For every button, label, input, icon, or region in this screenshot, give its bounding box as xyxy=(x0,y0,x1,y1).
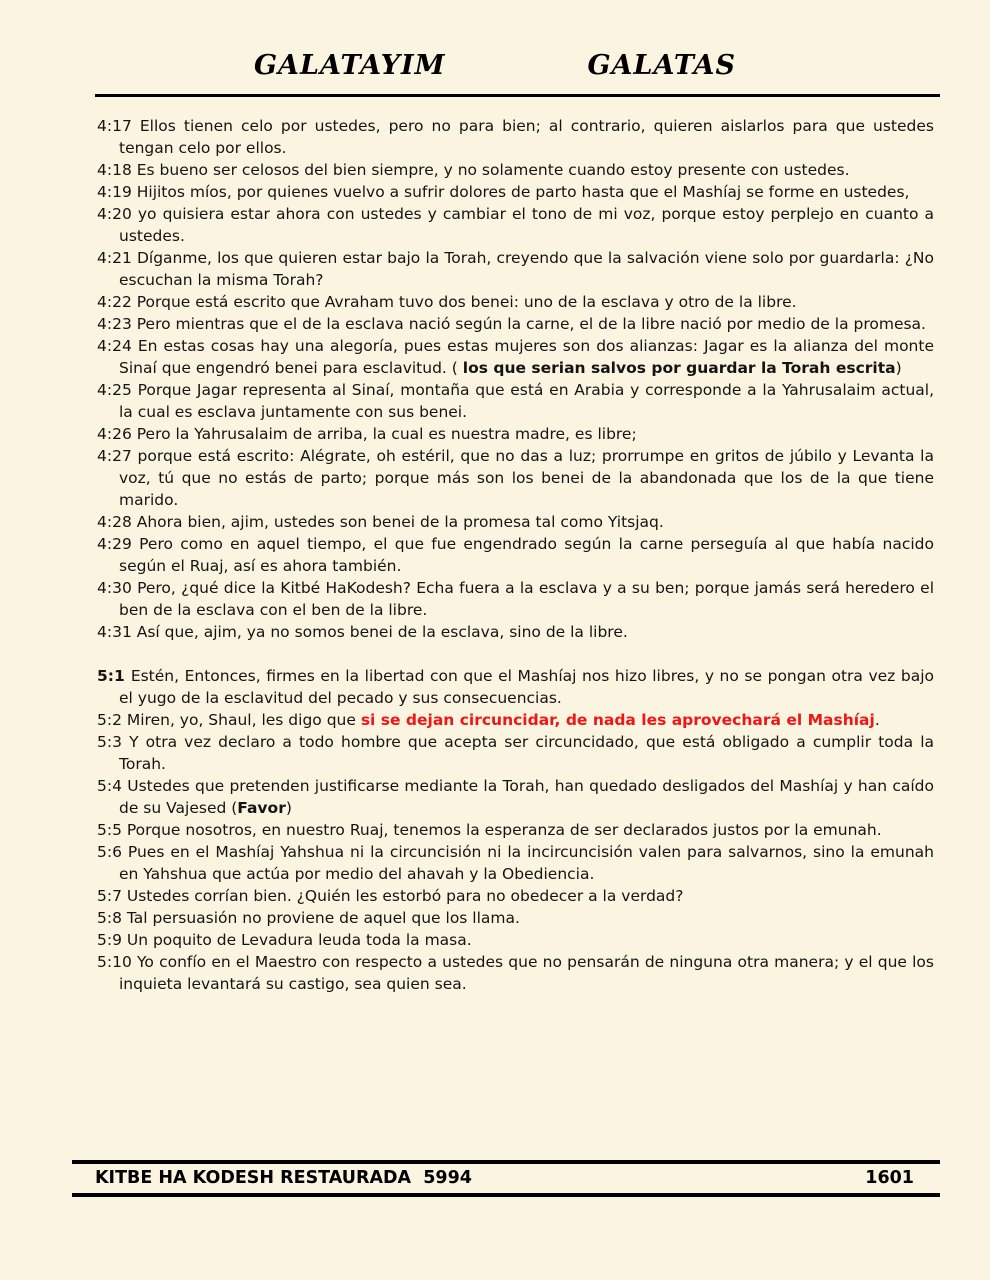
verse-5-3 xyxy=(97,731,934,775)
page-footer xyxy=(72,1160,940,1197)
verse-number: 4:29 xyxy=(97,535,140,553)
verse-4-27 xyxy=(97,445,934,511)
verse-5-5 xyxy=(97,819,934,841)
verse-text-segment: Miren, yo, Shaul, les digo que xyxy=(126,711,361,729)
verse-number: 4:28 xyxy=(97,513,137,531)
verse-5-2 xyxy=(97,709,934,731)
verse-4-31 xyxy=(97,621,934,643)
verse-text-segment: Tal persuasión no proviene de aquel que los llama. xyxy=(126,909,520,927)
footer-book-title: KITBE HA KODESH RESTAURADA 5994 xyxy=(95,1168,472,1188)
verse-number: 5:2 xyxy=(97,711,127,729)
verse-text-segment: los que serian salvos por guardar la Torah escrita xyxy=(462,359,896,377)
verse-text-segment: ) xyxy=(285,799,292,817)
verse-number: 5:9 xyxy=(97,931,127,949)
verse-text-segment: Pero como en aquel tiempo, el que fue engendrado según la carne perseguía al que había nacido según el Ruaj, así es ahora también. xyxy=(119,535,935,575)
verse-text-segment: Estén, Entonces, firmes en la libertad con que el Mashíaj nos hizo libres, y no se pongan otra vez bajo el yugo de la esclavitud del pecado y sus consecuencias. xyxy=(119,667,934,707)
verse-4-23 xyxy=(97,313,934,335)
verse-4-21 xyxy=(97,247,934,291)
verse-number: 5:8 xyxy=(97,909,127,927)
verse-number: 4:18 xyxy=(97,161,137,179)
verse-text-segment: Ellos tienen celo por ustedes, pero no para bien; al contrario, quieren aislarlos para que ustedes tengan celo por ellos. xyxy=(119,117,935,157)
verse-4-22 xyxy=(97,291,934,313)
verse-number: 4:24 xyxy=(97,337,138,355)
verse-text-segment: Y otra vez declaro a todo hombre que acepta ser circuncidado, que está obligado a cumplir toda la Torah. xyxy=(119,733,935,773)
verse-number: 4:20 xyxy=(97,205,138,223)
verse-5-10 xyxy=(97,951,934,995)
verse-text-segment: Hijitos míos, por quienes vuelvo a sufrir dolores de parto hasta que el Mashíaj se forme en ustedes, xyxy=(136,183,910,201)
verse-number: 4:23 xyxy=(97,315,137,333)
verse-text-segment: Ustedes corrían bien. ¿Quién les estorbó para no obedecer a la verdad? xyxy=(126,887,684,905)
verse-text-segment: Favor xyxy=(237,799,286,817)
verse-4-28 xyxy=(97,511,934,533)
verse-text-segment: Yo confío en el Maestro con respecto a ustedes que no pensarán de ninguna otra manera; y el que los inquieta levantará su castigo, sea quien sea. xyxy=(119,953,934,993)
verse-text-segment: si se dejan circuncidar, de nada les aprovechará el Mashíaj xyxy=(360,711,875,729)
verse-number: 4:26 xyxy=(97,425,137,443)
verse-text-segment: En estas cosas hay una alegoría, pues estas mujeres son dos alianzas: Jagar es la alianza del monte Sinaí que engendró benei para esclavitud. ( xyxy=(119,337,934,377)
verse-number: 5:7 xyxy=(97,887,127,905)
verse-5-6 xyxy=(97,841,934,885)
verse-number: 4:21 xyxy=(97,249,137,267)
verse-text-segment: Es bueno ser celosos del bien siempre, y no solamente cuando estoy presente con ustedes. xyxy=(136,161,850,179)
verse-5-9 xyxy=(97,929,934,951)
verse-number: 4:30 xyxy=(97,579,138,597)
verse-5-1 xyxy=(97,665,934,709)
verse-4-25 xyxy=(97,379,934,423)
verse-4-24 xyxy=(97,335,934,379)
verse-4-18 xyxy=(97,159,934,181)
verse-text-segment: ) xyxy=(895,359,902,377)
verse-text-segment: Pero mientras que el de la esclava nació según la carne, el de la libre nació por medio de la promesa. xyxy=(136,315,926,333)
footer-page-number: 1601 xyxy=(865,1168,914,1188)
verse-5-8 xyxy=(97,907,934,929)
verse-text-segment: Un poquito de Levadura leuda toda la masa. xyxy=(126,931,472,949)
verse-number: 4:27 xyxy=(97,447,138,465)
verse-text-segment: Así que, ajim, ya no somos benei de la esclava, sino de la libre. xyxy=(136,623,628,641)
verse-number: 5:3 xyxy=(97,733,130,751)
page-header xyxy=(0,0,990,81)
verse-number: 4:25 xyxy=(97,381,138,399)
verse-text-segment: Díganme, los que quieren estar bajo la Torah, creyendo que la salvación viene solo por guardarla: ¿No escuchan la misma Torah? xyxy=(119,249,934,289)
verse-5-4 xyxy=(97,775,934,819)
header-title-right: GALATAS xyxy=(587,50,736,81)
verse-number: 4:22 xyxy=(97,293,137,311)
verse-number: 5:10 xyxy=(97,953,137,971)
verse-4-17 xyxy=(97,115,934,159)
verse-text-segment: Porque nosotros, en nuestro Ruaj, tenemos la esperanza de ser declarados justos por la emunah. xyxy=(126,821,882,839)
verse-number: 4:31 xyxy=(97,623,137,641)
verse-number: 4:17 xyxy=(97,117,140,135)
verse-text-segment: Ahora bien, ajim, ustedes son benei de la promesa tal como Yitsjaq. xyxy=(136,513,664,531)
verse-text-segment: Pues en el Mashíaj Yahshua ni la circuncisión ni la incircuncisión valen para salvarnos, sino la emunah en Yahshua que actúa por medio del ahavah y la Obediencia. xyxy=(119,843,934,883)
verse-number: 5:6 xyxy=(97,843,128,861)
verse-4-30 xyxy=(97,577,934,621)
verse-list xyxy=(97,115,934,995)
verse-number: 5:5 xyxy=(97,821,127,839)
verse-text-segment: porque está escrito: Alégrate, oh estéril, que no das a luz; prorrumpe en gritos de júbilo y Levanta la voz, tú que no estás de parto; porque más son los benei de la abandonada que los de la que tiene marido. xyxy=(119,447,934,509)
verse-5-7 xyxy=(97,885,934,907)
verse-number: 5:4 xyxy=(97,777,128,795)
verse-text-segment: Ustedes que pretenden justificarse mediante la Torah, han quedado desligados del Mashíaj y han caído de su Vajesed ( xyxy=(119,777,935,817)
footer-divider-bottom xyxy=(72,1193,940,1197)
verse-4-20 xyxy=(97,203,934,247)
verse-text-segment: yo quisiera estar ahora con ustedes y cambiar el tono de mi voz, porque estoy perplejo en cuanto a ustedes. xyxy=(119,205,934,245)
verse-text-segment: Porque Jagar representa al Sinaí, montaña que está en Arabia y corresponde a la Yahrusalaim actual, la cual es esclava juntamente con sus benei. xyxy=(119,381,934,421)
verse-4-29 xyxy=(97,533,934,577)
verse-text-segment: Pero la Yahrusalaim de arriba, la cual es nuestra madre, es libre; xyxy=(136,425,637,443)
verse-number: 5:1 xyxy=(97,667,131,685)
verse-4-19 xyxy=(97,181,934,203)
verse-text-segment: . xyxy=(874,711,880,729)
verse-number: 4:19 xyxy=(97,183,137,201)
header-divider xyxy=(95,94,940,97)
verse-text-segment: Pero, ¿qué dice la Kitbé HaKodesh? Echa fuera a la esclava y a su ben; porque jamás será heredero el ben de la esclava con el ben de la libre. xyxy=(119,579,934,619)
verse-text-segment: Porque está escrito que Avraham tuvo dos benei: uno de la esclava y otro de la libre. xyxy=(136,293,797,311)
footer-row xyxy=(72,1164,940,1193)
verse-4-26 xyxy=(97,423,934,445)
header-title-left: GALATAYIM xyxy=(253,50,446,81)
